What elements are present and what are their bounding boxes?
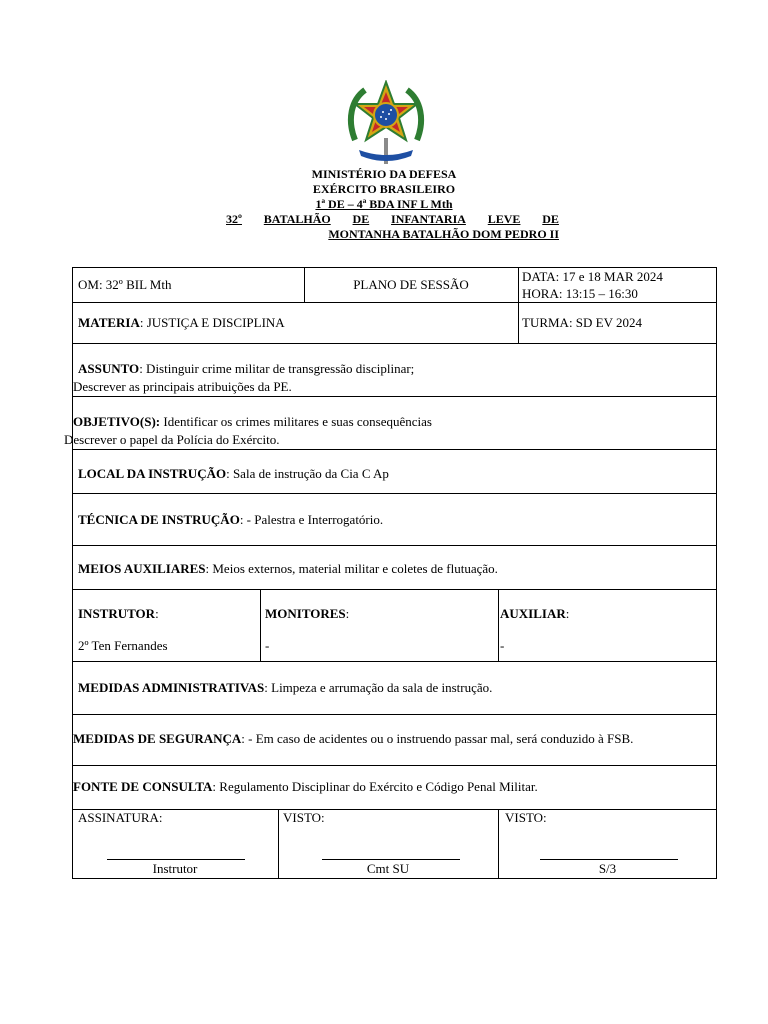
materia-label: MATERIA xyxy=(78,315,140,330)
fonte-field xyxy=(73,779,538,795)
battalion-word: LEVE xyxy=(487,212,521,226)
medidas-seg-field xyxy=(73,731,633,747)
row-divider xyxy=(72,714,717,715)
objetivo-field xyxy=(73,414,432,430)
battalion-word: INFANTARIA xyxy=(391,212,466,226)
medidas-seg-value: : - Em caso de acidentes ou o instruendo passar mal, será conduzido à FSB. xyxy=(241,731,634,746)
fonte-label: FONTE DE CONSULTA xyxy=(73,779,213,794)
assunto-line-2: Descrever as principais atribuições da PE. xyxy=(73,379,292,394)
row-divider xyxy=(72,765,717,766)
visto-label-1: VISTO: xyxy=(283,810,325,825)
col-divider xyxy=(498,589,499,661)
tecnica-value: : - Palestra e Interrogatório. xyxy=(239,512,384,527)
row-divider xyxy=(72,396,717,397)
tecnica-field xyxy=(78,512,383,528)
battalion-word: BATALHÃO xyxy=(263,212,331,226)
materia-field xyxy=(78,315,285,331)
turma-field: TURMA: SD EV 2024 xyxy=(522,315,643,330)
tecnica-label: TÉCNICA DE INSTRUÇÃO xyxy=(78,512,240,527)
row-divider xyxy=(72,343,717,344)
brazil-coat-of-arms-icon xyxy=(345,80,427,166)
row-divider xyxy=(72,809,717,810)
om-field: OM: 32º BIL Mth xyxy=(78,277,172,292)
objetivo-value: Identificar os crimes militares e suas consequências xyxy=(160,414,432,429)
signature-line-cmt xyxy=(322,859,460,860)
plan-title: PLANO DE SESSÃO xyxy=(353,277,469,292)
row-divider xyxy=(72,493,717,494)
assinatura-label: ASSINATURA: xyxy=(78,810,163,825)
medidas-adm-label: MEDIDAS ADMINISTRATIVAS xyxy=(78,680,265,695)
meios-value: : Meios externos, material militar e coletes de flutuação. xyxy=(205,561,498,576)
battalion-name: BATALHÃO DOM PEDRO II xyxy=(402,227,559,241)
auxiliar-value: - xyxy=(500,638,505,653)
row-divider xyxy=(72,302,717,303)
monitores-value: - xyxy=(265,638,270,653)
meios-label: MEIOS AUXILIARES xyxy=(78,561,206,576)
auxiliar-colon: : xyxy=(565,606,570,621)
medidas-adm-value: : Limpeza e arrumação da sala de instrução. xyxy=(264,680,493,695)
date-field: DATA: 17 e 18 MAR 2024 xyxy=(522,269,663,284)
auxiliar-label: AUXILIAR xyxy=(500,606,566,621)
medidas-seg-label: MEDIDAS DE SEGURANÇA xyxy=(73,731,242,746)
local-field xyxy=(78,466,389,482)
assunto-field xyxy=(78,361,414,377)
row-divider xyxy=(72,589,717,590)
meios-field xyxy=(78,561,498,577)
battalion-line-2 xyxy=(226,227,559,241)
auxiliar-heading xyxy=(500,606,569,622)
battalion-word: 32º xyxy=(226,212,242,226)
battalion-line xyxy=(226,212,559,226)
row-divider xyxy=(72,661,717,662)
medidas-adm-field xyxy=(78,680,492,696)
col-divider xyxy=(260,589,261,661)
objetivo-line-2: Descrever o papel da Polícia do Exército. xyxy=(64,432,280,447)
division-title: 1ª DE – 4ª BDA INF L Mth xyxy=(315,197,453,211)
instrutor-heading xyxy=(78,606,159,622)
row-divider xyxy=(72,449,717,450)
signature-role-cmt: Cmt SU xyxy=(366,861,410,876)
local-value: : Sala de instrução da Cia C Ap xyxy=(226,466,389,481)
signature-role-instrutor: Instrutor xyxy=(152,861,198,876)
battalion-montanha: MONTANHA xyxy=(328,227,400,241)
local-label: LOCAL DA INSTRUÇÃO xyxy=(78,466,227,481)
materia-value: : JUSTIÇA E DISCIPLINA xyxy=(139,315,285,330)
monitores-heading xyxy=(265,606,349,622)
monitores-label: MONITORES xyxy=(265,606,346,621)
instrutor-colon: : xyxy=(155,606,159,621)
objetivo-label: OBJETIVO(S): xyxy=(73,414,161,429)
monitores-colon: : xyxy=(345,606,350,621)
signature-line-instrutor xyxy=(107,859,245,860)
fonte-value: : Regulamento Disciplinar do Exército e Código Penal Militar. xyxy=(212,779,538,794)
col-divider xyxy=(518,267,519,343)
signature-role-s3: S/3 xyxy=(598,861,617,876)
signature-line-s3 xyxy=(540,859,678,860)
instrutor-value: 2º Ten Fernandes xyxy=(78,638,168,653)
ministry-title: MINISTÉRIO DA DEFESA xyxy=(311,167,457,181)
visto-label-2: VISTO: xyxy=(505,810,547,825)
assunto-label: ASSUNTO xyxy=(78,361,140,376)
instrutor-label: INSTRUTOR xyxy=(78,606,156,621)
row-divider xyxy=(72,545,717,546)
battalion-word: DE xyxy=(352,212,370,226)
time-field: HORA: 13:15 – 16:30 xyxy=(522,286,638,301)
assunto-value: : Distinguir crime militar de transgressão disciplinar; xyxy=(139,361,415,376)
battalion-word: DE xyxy=(542,212,559,226)
army-title: EXÉRCITO BRASILEIRO xyxy=(312,182,456,196)
